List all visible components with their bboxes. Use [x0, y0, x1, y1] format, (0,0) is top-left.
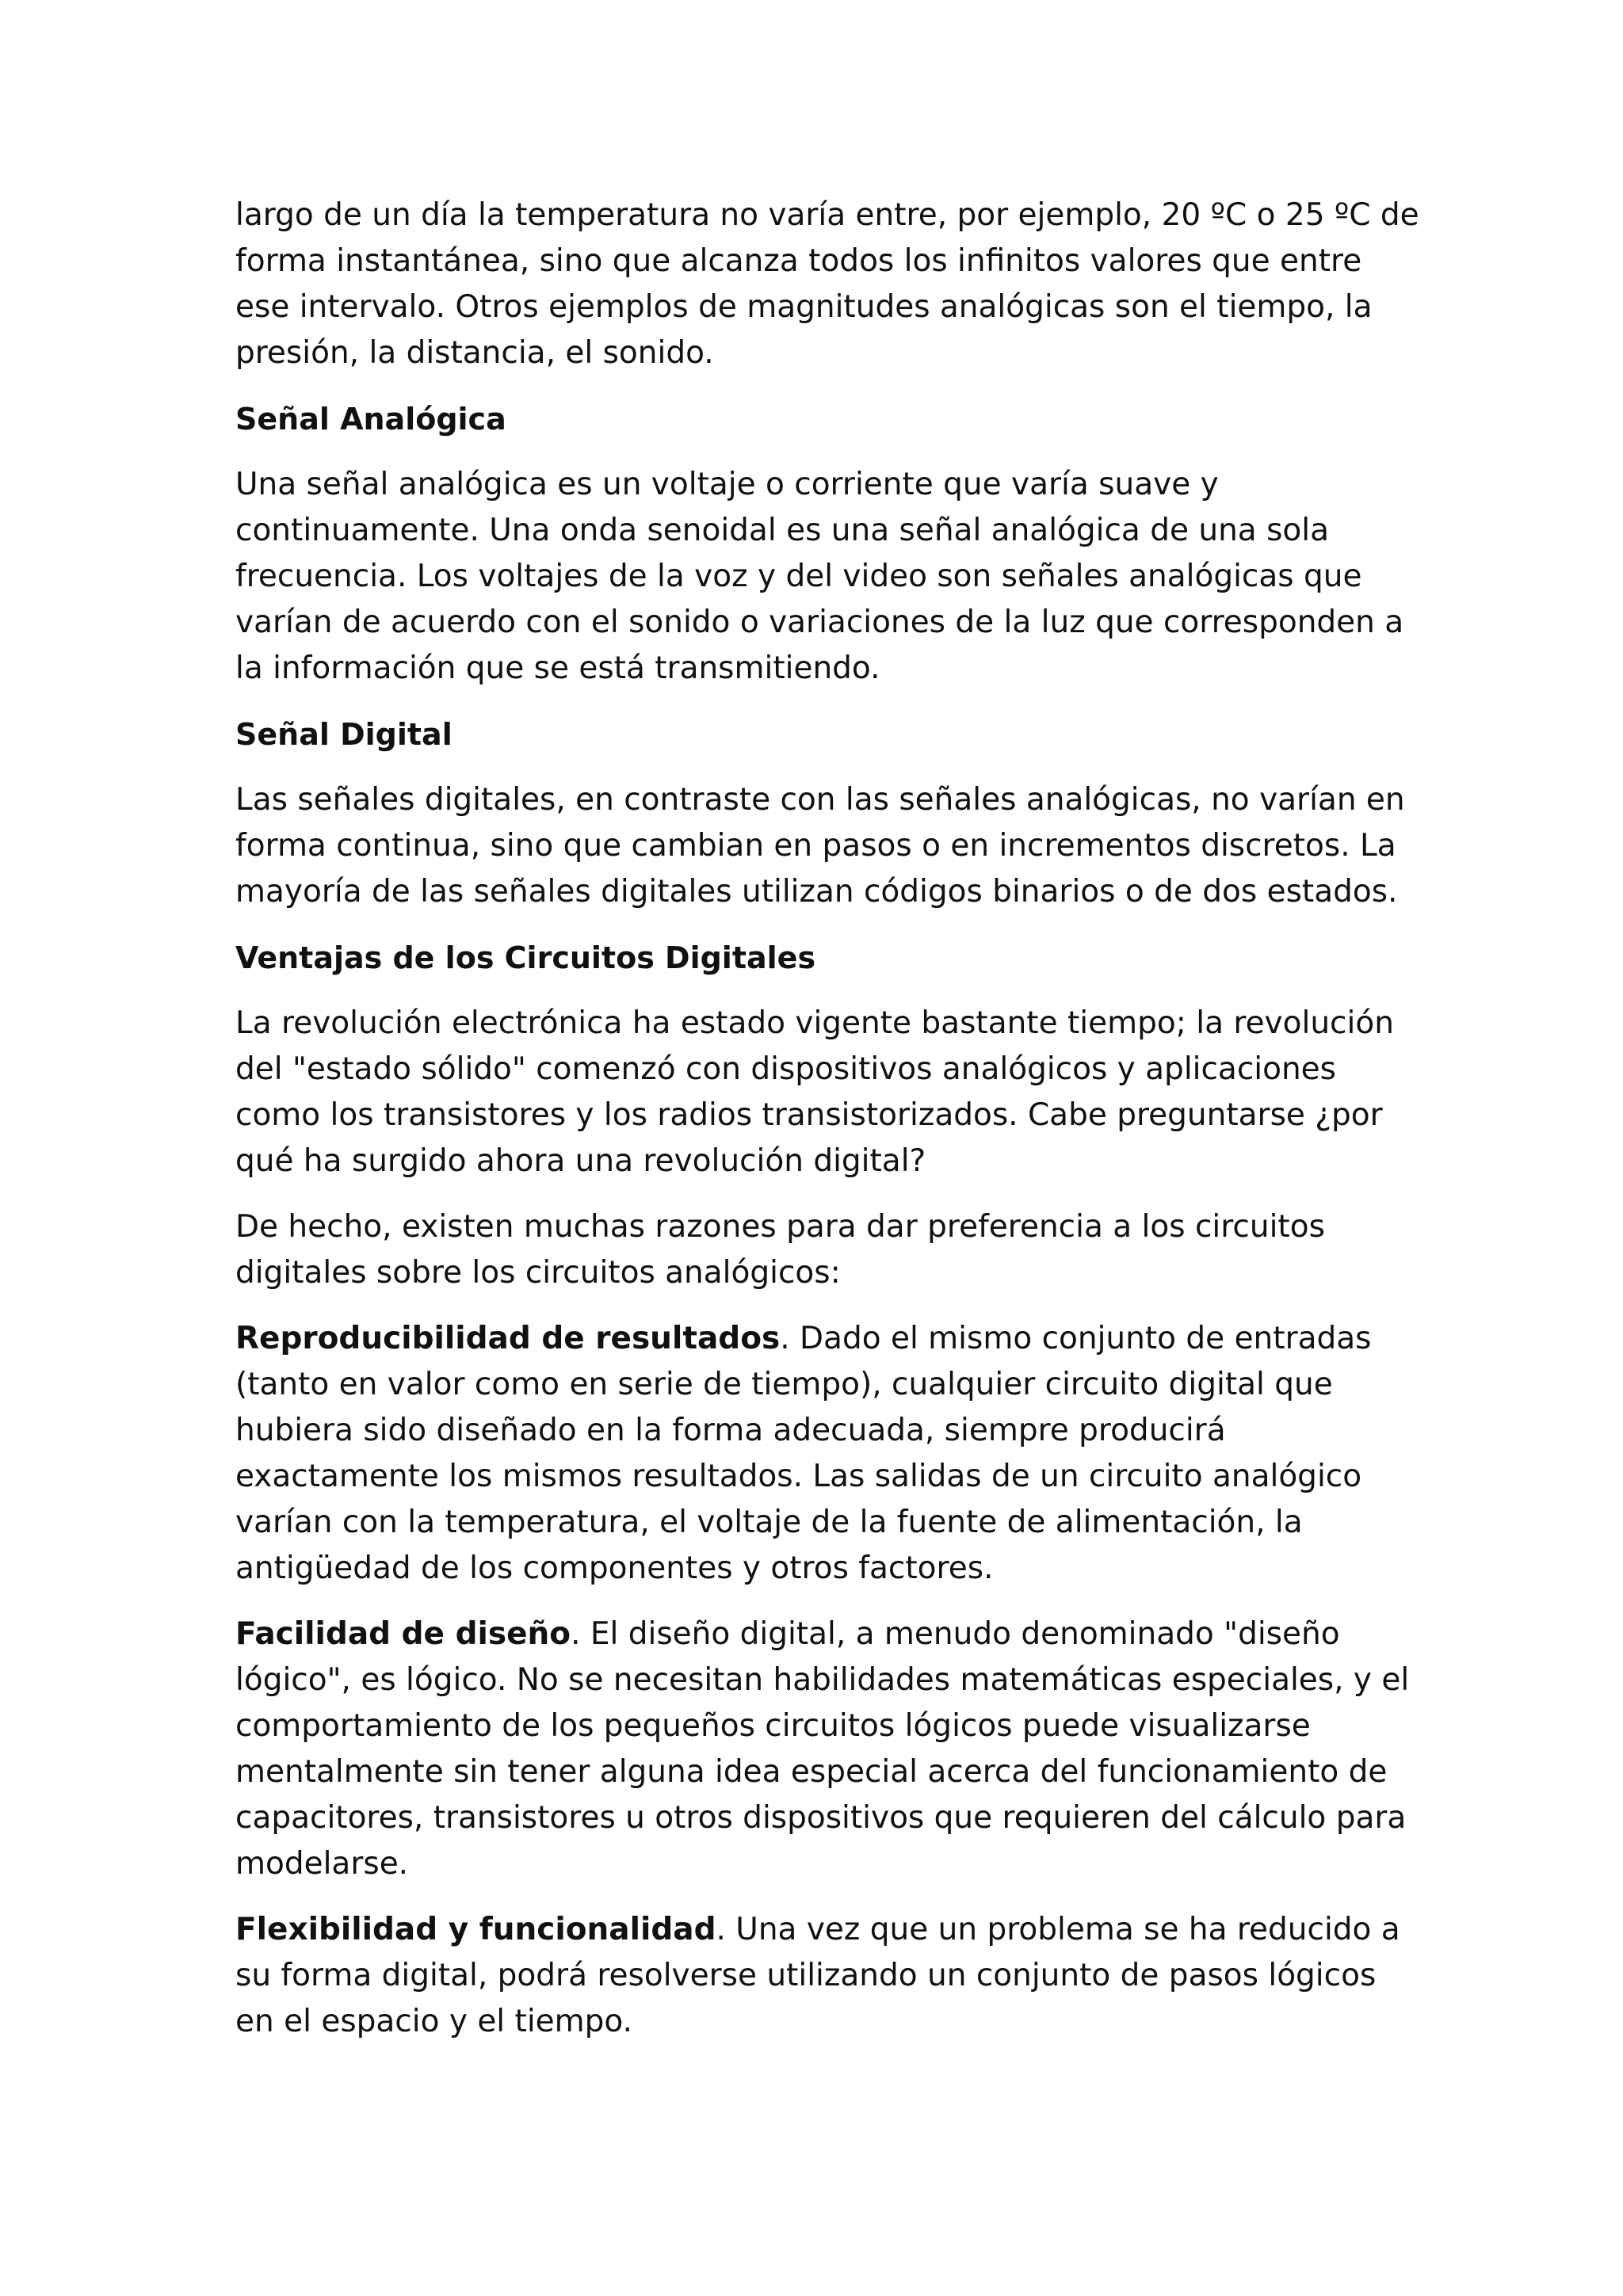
advantage-item-facilidad: [235, 1611, 1424, 1887]
advantages-paragraph-2: De hecho, existen muchas razones para dar preferencia a los circuitos digitales sobre los circuitos analógicos:: [235, 1209, 1325, 1291]
advantage-term: Facilidad de diseño: [235, 1616, 571, 1652]
advantage-item-flexibilidad: [235, 1907, 1424, 2045]
heading-ventajas: Ventajas de los Circuitos Digitales: [235, 940, 816, 975]
analog-paragraph: Una señal analógica es un voltaje o corriente que varía suave y continuamente. Una onda senoidal es una señal analógica de una sola frecuencia. Los voltajes de la voz y del video son señales analógicas que varían de acuerdo con el sonido o variaciones de la luz que corresponden a la información que se está transmitiendo.: [235, 467, 1404, 686]
digital-paragraph: Las señales digitales, en contraste con las señales analógicas, no varían en forma continua, sino que cambian en pasos o en incrementos discretos. La mayoría de las señales digitales utilizan códigos binarios o de dos estados.: [235, 782, 1405, 910]
intro-paragraph: largo de un día la temperatura no varía entre, por ejemplo, 20 ºC o 25 ºC de forma instantánea, sino que alcanza todos los infinitos valores que entre ese intervalo. Otros ejemplos de magnitudes analógicas son el tiempo, la presión, la distancia, el sonido.: [235, 197, 1419, 371]
advantage-text: . Dado el mismo conjunto de entradas (tanto en valor como en serie de tiempo), cualquier circuito digital que hubiera sido diseñado en la forma adecuada, siempre producirá exactamente los mismos resultados. Las salidas de un circuito analógico varían con la temperatura, el voltaje de la fuente de alimentación, la antigüedad de los componentes y otros factores.: [235, 1321, 1372, 1586]
advantage-item-reproducibilidad: [235, 1316, 1424, 1592]
advantage-text: . Una vez que un problema se ha reducido a su forma digital, podrá resolverse utilizando un conjunto de pasos lógicos en el espacio y el tiempo.: [235, 1912, 1400, 2039]
advantage-term: Reproducibilidad de resultados: [235, 1321, 781, 1356]
advantages-paragraph-1: La revolución electrónica ha estado vigente bastante tiempo; la revolución del "estado sólido" comenzó con dispositivos analógicos y aplicaciones como los transistores y los radios transistorizados. Cabe preguntarse ¿por qué ha surgido ahora una revolución digital?: [235, 1005, 1394, 1179]
advantage-term: Flexibilidad y funcionalidad: [235, 1912, 716, 1947]
heading-senal-analogica: Señal Analógica: [235, 402, 506, 437]
document-page: [235, 193, 1424, 2045]
heading-senal-digital: Señal Digital: [235, 717, 453, 752]
advantage-text: . El diseño digital, a menudo denominado "diseño lógico", es lógico. No se necesitan habilidades matemáticas especiales, y el comportamiento de los pequeños circuitos lógicos puede visualizarse mentalmente sin tener alguna idea especial acerca del funcionamiento de capacitores, transistores u otros dispositivos que requieren del cálculo para modelarse.: [235, 1616, 1410, 1882]
